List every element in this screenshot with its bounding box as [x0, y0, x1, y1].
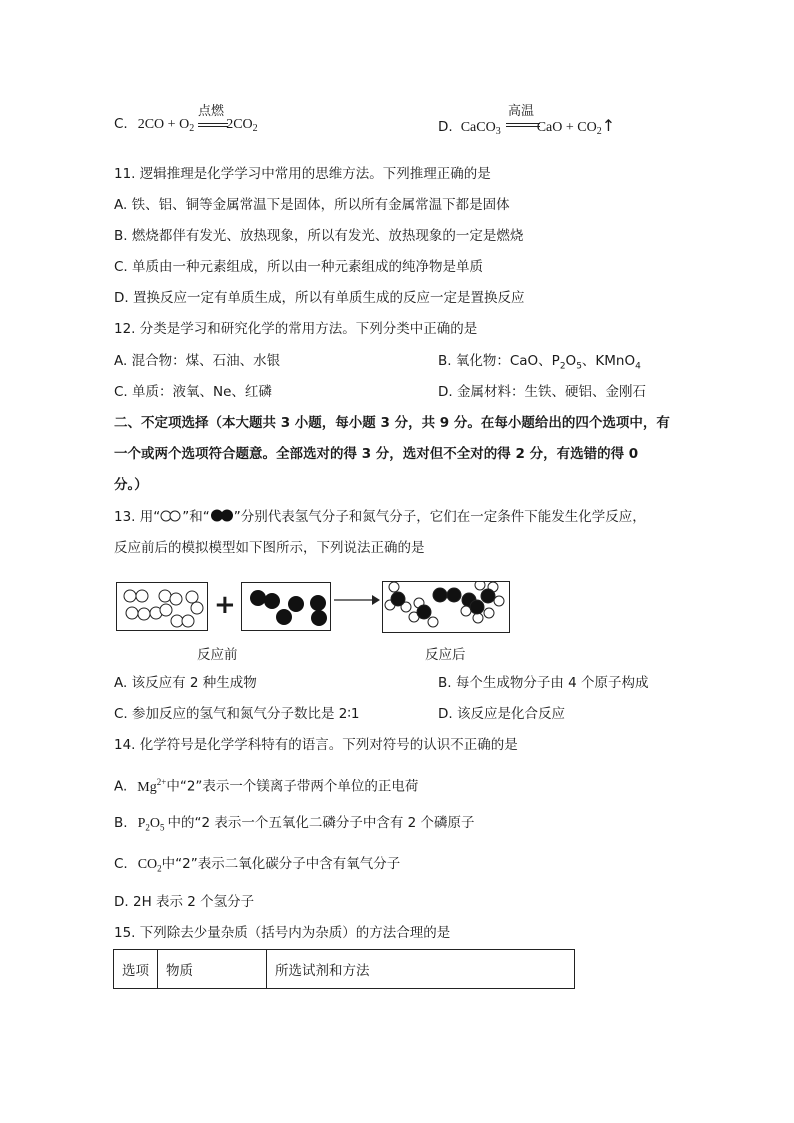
- section-heading-line3: 分。）: [114, 477, 148, 493]
- q14-option-b: B. $P_2O_5$ 中的“2 表示一个五氧化二磷分子中含有 2 个磷原子: [114, 815, 475, 833]
- after-box-ammonia: [382, 581, 510, 633]
- caption-before: 反应前: [197, 647, 238, 663]
- option-label: D.: [438, 119, 453, 135]
- q13-option-b: B. 每个生成物分子由 4 个原子构成: [438, 675, 649, 691]
- q12-stem: 12. 分类是学习和研究化学的常用方法。下列分类中正确的是: [114, 321, 478, 337]
- equals-bar: [198, 123, 228, 127]
- equation-lhs: 2CO + O: [137, 117, 190, 132]
- q14-stem: 14. 化学符号是化学学科特有的语言。下列对符号的认识不正确的是: [114, 737, 518, 753]
- q13-option-a: A. 该反应有 2 种生成物: [114, 675, 257, 691]
- caption-after: 反应后: [425, 647, 466, 663]
- equation-rhs: 2CO: [226, 117, 253, 132]
- q12-option-c: C. 单质：液氧、Ne、红磷: [114, 384, 272, 400]
- symbol: P: [137, 816, 146, 831]
- section-heading-line1: 二、不定项选择（本大题共 3 小题，每小题 3 分，共 9 分。在每小题给出的四个选项中，有: [114, 415, 670, 431]
- q14-option-a: A. $Mg^{2+}$中“2”表示一个镁离子带两个单位的正电荷: [114, 777, 419, 795]
- equals-bar: [506, 123, 540, 127]
- plus-sign: +: [214, 590, 236, 620]
- q11-option-b: B. 燃烧都伴有发光、放热现象，所以有发光、放热现象的一定是燃烧: [114, 228, 524, 244]
- q11-stem: 11. 逻辑推理是化学学习中常用的思维方法。下列推理正确的是: [114, 166, 491, 182]
- nitrogen-molecule-icon: [210, 509, 234, 522]
- reaction-arrow: [334, 593, 380, 607]
- symbol: Mg: [137, 779, 157, 795]
- nitrogen-molecules: [242, 583, 330, 630]
- hydrogen-molecules: [117, 583, 207, 630]
- q14-option-c: C. $CO_2$中“2”表示二氧化碳分子中含有氧气分子: [114, 856, 401, 874]
- symbol: CO: [137, 857, 158, 872]
- q15-options-table: [113, 949, 575, 989]
- reaction-condition: 点燃: [198, 104, 225, 119]
- equation-rhs: CaO + CO: [536, 120, 597, 135]
- table-header-method: 所选试剂和方法: [267, 950, 575, 989]
- q12-option-d: D. 金属材料：生铁、硬铝、金刚石: [438, 384, 646, 400]
- q11-option-a: A. 铁、铝、铜等金属常温下是固体，所以所有金属常温下都是固体: [114, 197, 510, 213]
- q10-option-c: C. $2CO + O_2$ $2CO_2$ 点燃: [114, 116, 258, 134]
- section-heading-line2: 一个或两个选项符合题意。全部选对的得 3 分，选对但不全对的得 2 分，有选错的得 0: [114, 446, 639, 462]
- product-molecules: [383, 582, 509, 632]
- before-box-hydrogen: [116, 582, 208, 631]
- q10-option-d: D. CaCO$_3$ CaO + $CO_2↑$ 高温: [438, 116, 615, 137]
- q13-stem: 13. 用“ ”和“ ”分别代表氢气分子和氮气分子，它们在一定条件下能发生化学反应，: [114, 509, 646, 525]
- equation-lhs: CaCO: [460, 120, 496, 135]
- table-header-option: 选项: [114, 950, 158, 989]
- q11-option-d: D. 置换反应一定有单质生成，所以有单质生成的反应一定是置换反应: [114, 290, 525, 306]
- table-header-substance: 物质: [158, 950, 267, 989]
- option-label: C.: [114, 116, 128, 132]
- q11-option-c: C. 单质由一种元素组成，所以由一种元素组成的纯净物是单质: [114, 259, 484, 275]
- q13-stem-line2: 反应前后的模拟模型如下图所示，下列说法正确的是: [114, 540, 425, 556]
- q13-option-c: C. 参加反应的氢气和氮气分子数比是 2∶1: [114, 706, 360, 722]
- hydrogen-molecule-icon: [160, 510, 182, 522]
- q12-option-b: B. 氧化物：CaO、$P_2O_5$、KMnO$_4$: [438, 353, 641, 372]
- q15-stem: 15. 下列除去少量杂质（括号内为杂质）的方法合理的是: [114, 925, 451, 941]
- q14-option-d: D. 2H 表示 2 个氢分子: [114, 894, 255, 910]
- reaction-condition: 高温: [508, 104, 535, 119]
- table-header-row: [114, 950, 575, 989]
- q13-option-d: D. 该反应是化合反应: [438, 706, 565, 722]
- before-box-nitrogen: [241, 582, 331, 631]
- gas-arrow: ↑: [601, 116, 616, 135]
- q12-option-a: A. 混合物：煤、石油、水银: [114, 353, 281, 369]
